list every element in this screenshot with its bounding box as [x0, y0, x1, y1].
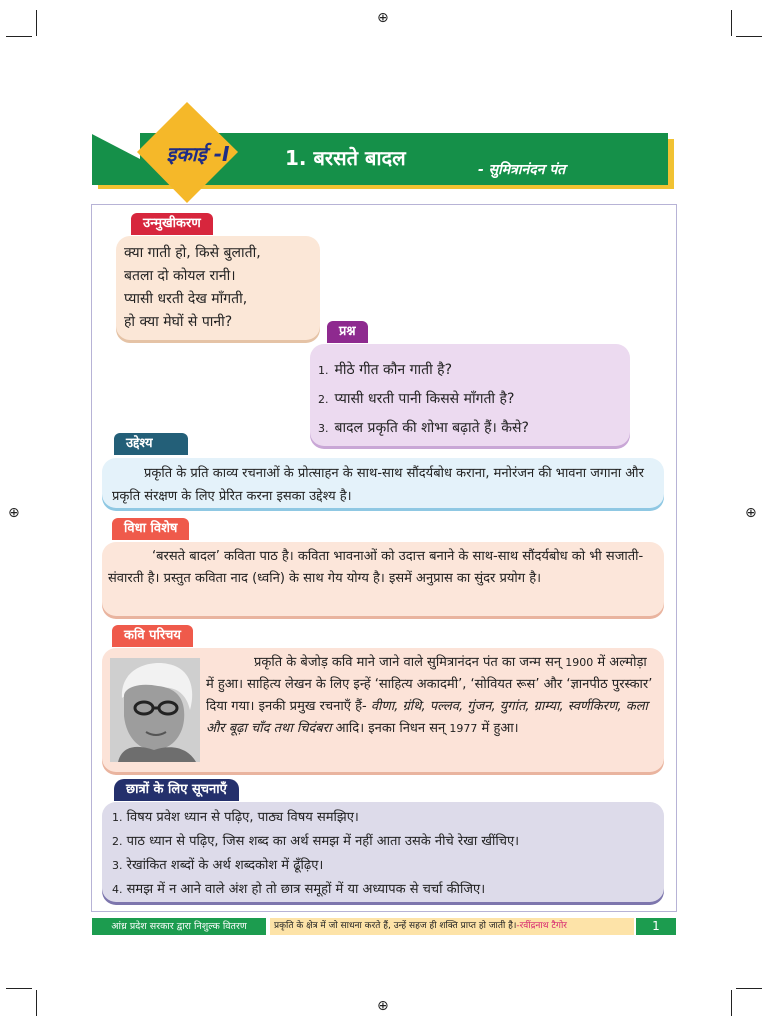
- poet-portrait-icon: [110, 658, 200, 762]
- instruction-item: 1. विषय प्रवेश ध्यान से पढ़िए, पाठ्य विषय समझिए।: [112, 810, 359, 825]
- objective-box: प्रकृति के प्रति काव्य रचनाओं के प्रोत्साहन के साथ-साथ सौंदर्यबोध कराना, मनोरंजन की भावना जगाना और प्रकृति संरक्षण के लिए प्रेरित करना इसका उद्देश्य है।: [102, 458, 664, 508]
- author-name: - सुमित्रानंदन पंत: [478, 162, 566, 178]
- registration-mark-icon: ⊕: [377, 10, 389, 26]
- instruction-item: 3. रेखांकित शब्दों के अर्थ शब्दकोश में ढूँढ़िए।: [112, 858, 324, 873]
- section-tag-objective: उद्देश्य: [114, 433, 188, 455]
- question-item: 2. प्यासी धरती पानी किससे माँगती है?: [318, 391, 515, 407]
- question-item: 1. मीठे गीत कौन गाती है?: [318, 362, 453, 378]
- section-tag-questions: प्रश्न: [327, 321, 368, 343]
- questions-box: [310, 344, 630, 446]
- registration-mark-icon: ⊕: [377, 998, 389, 1014]
- registration-mark-icon: ⊕: [8, 505, 20, 521]
- crop-mark: [36, 10, 37, 36]
- instruction-item: 4. समझ में न आने वाले अंश हो तो छात्र समूहों में या अध्यापक से चर्चा कीजिए।: [112, 882, 486, 897]
- genre-box: ‘बरसते बादल’ कविता पाठ है। कविता भावनाओं को उदात्त बनाने के साथ-साथ सौंदर्यबोध को भी सजाती-संवारती है। प्रस्तुत कविता नाद (ध्वनि) के साथ गेय योग्य है। इसमें अनुप्रास का सुंदर प्रयोग है।: [102, 542, 664, 616]
- crop-mark: [731, 990, 732, 1016]
- instructions-box: [102, 802, 664, 902]
- poem-line: क्या गाती हो, किसे बुलाती,: [124, 245, 261, 261]
- section-tag-genre: विधा विशेष: [112, 518, 189, 540]
- poem-line: प्यासी धरती देख माँगती,: [124, 291, 248, 307]
- crop-mark: [6, 988, 32, 989]
- instruction-item: 2. पाठ ध्यान से पढ़िए, जिस शब्द का अर्थ समझ में नहीं आता उसके नीचे रेखा खींचिए।: [112, 834, 520, 849]
- crop-mark: [731, 10, 732, 36]
- footer-distribution-note: आंध्र प्रदेश सरकार द्वारा निशुल्क वितरण: [92, 918, 266, 935]
- question-item: 3. बादल प्रकृति की शोभा बढ़ाते हैं। कैसे?: [318, 420, 529, 436]
- section-tag-poet: कवि परिचय: [112, 625, 193, 647]
- chapter-title: 1. बरसते बादल: [285, 146, 406, 170]
- page-number: 1: [636, 918, 676, 935]
- footer-quote: प्रकृति के क्षेत्र में जो साधना करते हैं, उन्हें सहज ही शक्ति प्राप्त हो जाती है।-रवींद्रनाथ टैगोर: [270, 918, 634, 935]
- registration-mark-icon: ⊕: [745, 505, 757, 521]
- poet-photo: [110, 658, 200, 762]
- crop-mark: [6, 36, 32, 37]
- poem-line: हो क्या मेघों से पानी?: [124, 314, 233, 330]
- poet-works: वीणा, ग्रंथि, पल्लव, गुंजन, युगांत, ग्राम्या, स्वर्णकिरण, कला और बूढ़ा चाँद तथा चिदंबरा: [206, 699, 648, 736]
- poet-bio: प्रकृति के बेजोड़ कवि माने जाने वाले सुमित्रानंदन पंत का जन्म सन् 1900 में अल्मोड़ा में हुआ। साहित्य लेखन के लिए इन्हें ‘साहित्य अकादमी’, ‘सोवियत रूस’ और ‘ज्ञानपीठ पुरस्कार’ दिया गया। इनकी प्रमुख रचनाएँ हैं- वीणा, ग्रंथि, पल्लव, गुंजन, युगांत, ग्राम्या, स्वर्णकिरण, कला और बूढ़ा चाँद तथा चिदंबरा आदि। इनका निधन सन् 1977 में हुआ।: [206, 655, 653, 736]
- poem-line: बतला दो कोयल रानी।: [124, 268, 236, 284]
- unit-label: इकाई -I: [166, 142, 230, 166]
- crop-mark: [736, 36, 762, 37]
- crop-mark: [36, 990, 37, 1016]
- header-notch: [90, 133, 140, 185]
- section-tag-intro: उन्मुखीकरण: [131, 213, 213, 235]
- intro-poem-box: [116, 236, 320, 340]
- crop-mark: [736, 988, 762, 989]
- section-tag-instructions: छात्रों के लिए सूचनाएँ: [114, 779, 239, 801]
